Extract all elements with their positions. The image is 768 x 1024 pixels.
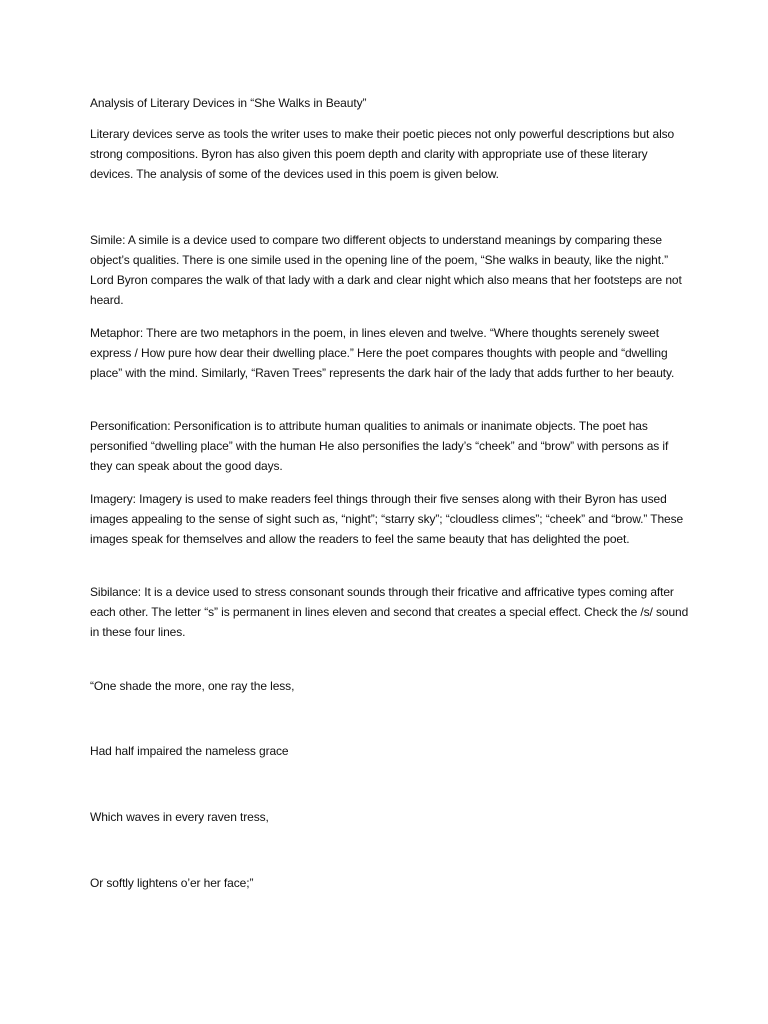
paragraph-imagery: Imagery: Imagery is used to make readers feel things through their five senses along with their Byron has used images appealing to the sense of sight such as, “night”; “starry sky”; “cloudless climes”; “cheek” and “brow.” These images speak for themselves and allow the readers to feel the same beauty that has delighted the poet.	[90, 492, 684, 546]
paragraph-intro: Literary devices serve as tools the writer uses to make their poetic pieces not only powerful descriptions but also strong compositions. Byron has also given this poem depth and clarity with appropriate use of these literary devices. The analysis of some of the devices used in this poem is given below.	[90, 127, 675, 181]
poem-line: “One shade the more, one ray the less,	[90, 679, 295, 693]
poem-line: Which waves in every raven tress,	[90, 810, 269, 824]
paragraph-metaphor: Metaphor: There are two metaphors in the poem, in lines eleven and twelve. “Where thoughts serenely sweet express / How pure how dear their dwelling place.” Here the poet compares thoughts with people and “dwelling place” with the mind. Similarly, “Raven Trees” represents the dark hair of the lady that adds further to her beauty.	[90, 326, 675, 380]
paragraph-personification: Personification: Personification is to attribute human qualities to animals or inanimate objects. The poet has personified “dwelling place” with the human He also personifies the lady’s “cheek” and “brow” with persons as if they can speak about the good days.	[90, 419, 669, 473]
paragraph-simile: Simile: A simile is a device used to compare two different objects to understand meanings by comparing these object’s qualities. There is one simile used in the opening line of the poem, “She walks in beauty, like the night.” Lord Byron compares the walk of that lady with a dark and clear night which also means that her footsteps are not heard.	[90, 233, 682, 307]
poem-line: Had half impaired the nameless grace	[90, 744, 289, 758]
document-title: Analysis of Literary Devices in “She Walks in Beauty”	[90, 96, 367, 110]
poem-line: Or softly lightens o’er her face;”	[90, 876, 254, 890]
paragraph-sibilance: Sibilance: It is a device used to stress consonant sounds through their fricative and affricative types coming after each other. The letter “s” is permanent in lines eleven and second that creates a special effect. Check the /s/ sound in these four lines.	[90, 585, 689, 639]
